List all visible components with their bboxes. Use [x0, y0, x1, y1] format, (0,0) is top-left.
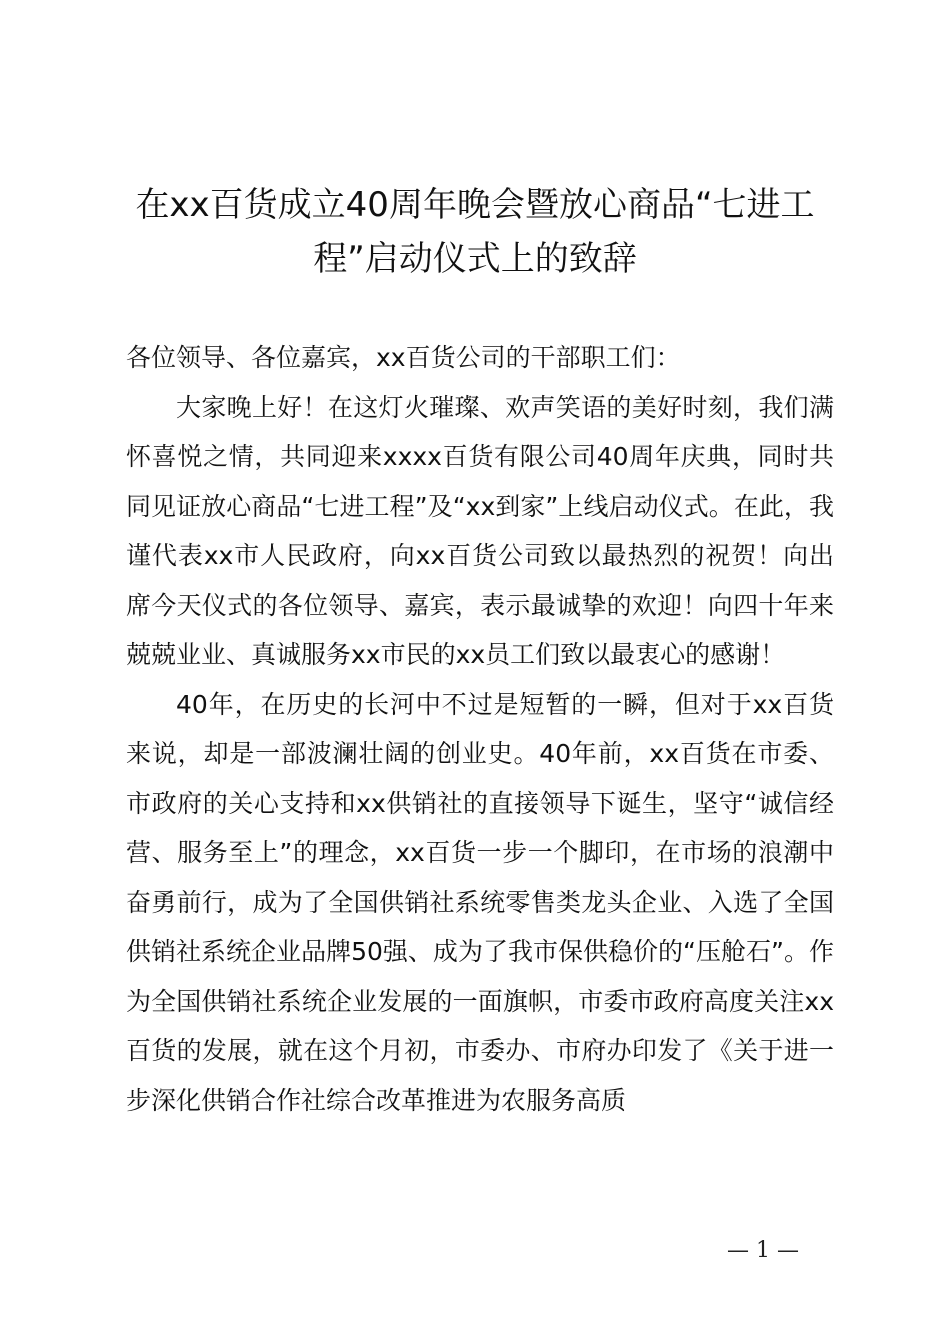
page-number: — 1 —	[727, 1238, 799, 1263]
paragraph: 大家晚上好！在这灯火璀璨、欢声笑语的美好时刻，我们满怀喜悦之情，共同迎来xxxx百货有限公司40周年庆典，同时共同见证放心商品“七进工程”及“xx到家”上线启动仪式。在此，我谨代表xx市人民政府，向xx百货公司致以最热烈的祝贺！向出席今天仪式的各位领导、嘉宾，表示最诚挚的欢迎！向四十年来兢兢业业、真诚服务xx市民的xx员工们致以最衷心的感谢！	[126, 392, 834, 669]
paragraph: 40年，在历史的长河中不过是短暂的一瞬，但对于xx百货来说，却是一部波澜壮阔的创业史。40年前，xx百货在市委、市政府的关心支持和xx供销社的直接领导下诞生，坚守“诚信经营、服务至上”的理念，xx百货一步一个脚印，在市场的浪潮中奋勇前行，成为了全国供销社系统零售类龙头企业、入选了全国供销社系统企业品牌50强、成为了我市保供稳价的“压舱石”。作为全国供销社系统企业发展的一面旗帜，市委市政府高度关注xx百货的发展，就在这个月初，市委办、市府办印发了《关于进一步深化供销合作社综合改革推进为农服务高质	[126, 689, 834, 1115]
salutation: 各位领导、各位嘉宾，xx百货公司的干部职工们：	[126, 343, 681, 372]
document-title: 在xx百货成立40周年晚会暨放心商品“七进工程”启动仪式上的致辞	[135, 185, 815, 279]
document-body	[126, 333, 834, 1125]
